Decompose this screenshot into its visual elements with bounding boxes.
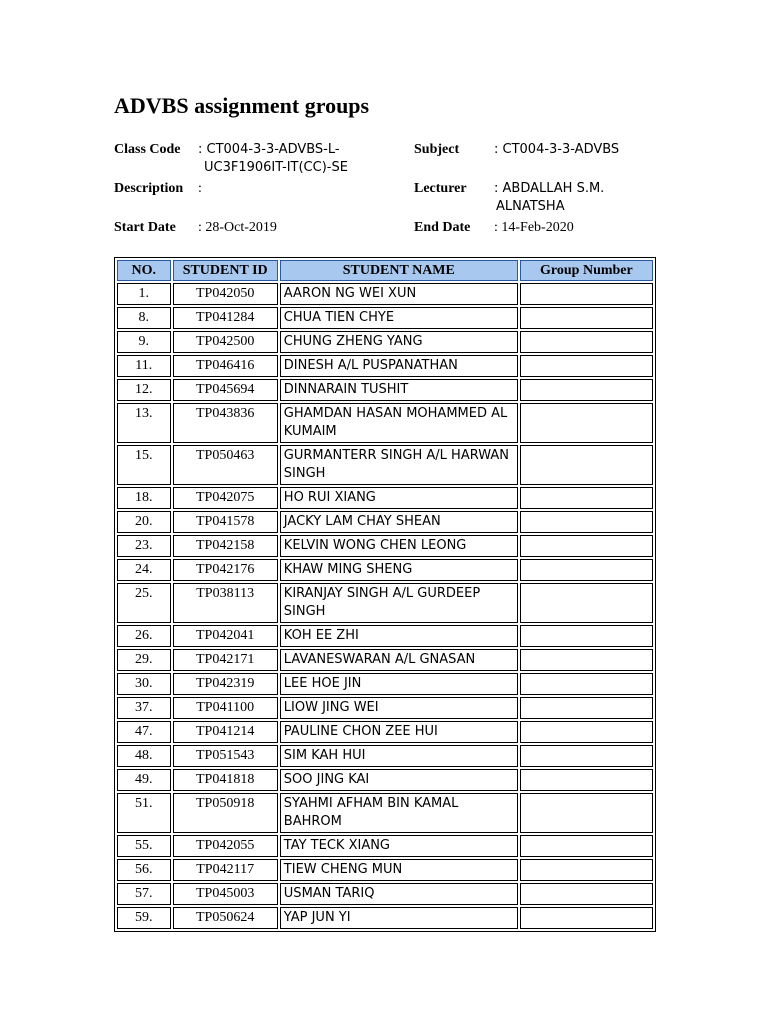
group-number-cell[interactable] (520, 403, 653, 443)
group-number-cell[interactable] (520, 535, 653, 557)
table-row (117, 907, 653, 929)
row-number: 24. (117, 559, 171, 581)
page-title: ADVBS assignment groups (114, 93, 370, 118)
group-number-cell[interactable] (520, 835, 653, 857)
student-name-cell: KOH EE ZHI (280, 625, 518, 647)
student-id-cell: TP050463 (173, 445, 278, 485)
student-id-cell: TP043836 (173, 403, 278, 443)
student-name-cell: TIEW CHENG MUN (280, 859, 518, 881)
end-date-label: End Date (414, 220, 471, 235)
student-name-cell: TAY TECK XIANG (280, 835, 518, 857)
student-name-cell: AARON NG WEI XUN (280, 283, 518, 305)
group-number-cell[interactable] (520, 307, 653, 329)
row-number: 47. (117, 721, 171, 743)
table-row (117, 835, 653, 857)
student-id-cell: TP050624 (173, 907, 278, 929)
group-number-cell[interactable] (520, 649, 653, 671)
student-id-cell: TP042050 (173, 283, 278, 305)
row-number: 56. (117, 859, 171, 881)
lecturer-label: Lecturer (414, 181, 467, 196)
lecturer-value: : ABDALLAH S.M. (494, 181, 605, 196)
start-date-value: : 28-Oct-2019 (198, 220, 277, 235)
table-row (117, 487, 653, 509)
group-number-cell[interactable] (520, 883, 653, 905)
student-id-cell: TP045003 (173, 883, 278, 905)
row-number: 57. (117, 883, 171, 905)
group-number-cell[interactable] (520, 583, 653, 623)
column-header-no: NO. (117, 260, 171, 281)
student-name-cell: DINESH A/L PUSPANATHAN (280, 355, 518, 377)
row-number: 1. (117, 283, 171, 305)
table-row (117, 559, 653, 581)
class-code-value-cont: UC3F1906IT-IT(CC)-SE (204, 160, 348, 175)
row-number: 12. (117, 379, 171, 401)
row-number: 55. (117, 835, 171, 857)
group-number-cell[interactable] (520, 355, 653, 377)
student-id-cell: TP042319 (173, 673, 278, 695)
student-id-cell: TP051543 (173, 745, 278, 767)
student-id-cell: TP042176 (173, 559, 278, 581)
group-number-cell[interactable] (520, 283, 653, 305)
description-field (114, 180, 374, 200)
start-date-label: Start Date (114, 220, 176, 235)
table-row (117, 745, 653, 767)
table-row (117, 403, 653, 443)
group-number-cell[interactable] (520, 379, 653, 401)
group-number-cell[interactable] (520, 721, 653, 743)
student-id-cell: TP041578 (173, 511, 278, 533)
column-header-group-number: Group Number (520, 260, 653, 281)
row-number: 23. (117, 535, 171, 557)
subject-label: Subject (414, 142, 460, 157)
student-name-cell: KIRANJAY SINGH A/L GURDEEP SINGH (280, 583, 518, 623)
class-code-field (114, 141, 374, 181)
row-number: 11. (117, 355, 171, 377)
student-name-cell: GHAMDAN HASAN MOHAMMED AL KUMAIM (280, 403, 518, 443)
row-number: 37. (117, 697, 171, 719)
student-name-cell: SOO JING KAI (280, 769, 518, 791)
group-number-cell[interactable] (520, 697, 653, 719)
row-number: 48. (117, 745, 171, 767)
student-name-cell: LAVANESWARAN A/L GNASAN (280, 649, 518, 671)
end-date-field (414, 219, 654, 239)
group-number-cell[interactable] (520, 625, 653, 647)
student-name-cell: DINNARAIN TUSHIT (280, 379, 518, 401)
group-number-cell[interactable] (520, 673, 653, 695)
table-row (117, 283, 653, 305)
row-number: 8. (117, 307, 171, 329)
student-id-cell: TP038113 (173, 583, 278, 623)
table-row (117, 445, 653, 485)
student-name-cell: YAP JUN YI (280, 907, 518, 929)
group-number-cell[interactable] (520, 511, 653, 533)
student-id-cell: TP041284 (173, 307, 278, 329)
student-name-cell: KHAW MING SHENG (280, 559, 518, 581)
student-roster-table (114, 257, 656, 932)
student-name-cell: SYAHMI AFHAM BIN KAMAL BAHROM (280, 793, 518, 833)
table-row (117, 793, 653, 833)
table-row (117, 883, 653, 905)
student-name-cell: CHUNG ZHENG YANG (280, 331, 518, 353)
student-id-cell: TP046416 (173, 355, 278, 377)
table-row (117, 721, 653, 743)
table-header-row (117, 260, 653, 281)
table-row (117, 535, 653, 557)
table-row (117, 769, 653, 791)
student-id-cell: TP042041 (173, 625, 278, 647)
student-id-cell: TP045694 (173, 379, 278, 401)
description-value: : (198, 181, 202, 196)
student-id-cell: TP042171 (173, 649, 278, 671)
student-name-cell: LEE HOE JIN (280, 673, 518, 695)
row-number: 51. (117, 793, 171, 833)
row-number: 15. (117, 445, 171, 485)
group-number-cell[interactable] (520, 445, 653, 485)
group-number-cell[interactable] (520, 487, 653, 509)
table-row (117, 697, 653, 719)
student-name-cell: HO RUI XIANG (280, 487, 518, 509)
student-id-cell: TP042055 (173, 835, 278, 857)
group-number-cell[interactable] (520, 331, 653, 353)
row-number: 30. (117, 673, 171, 695)
start-date-field (114, 219, 374, 239)
table-row (117, 673, 653, 695)
student-id-cell: TP050918 (173, 793, 278, 833)
group-number-cell[interactable] (520, 745, 653, 767)
end-date-value: : 14-Feb-2020 (494, 220, 574, 235)
student-id-cell: TP041818 (173, 769, 278, 791)
row-number: 26. (117, 625, 171, 647)
row-number: 25. (117, 583, 171, 623)
row-number: 49. (117, 769, 171, 791)
row-number: 20. (117, 511, 171, 533)
row-number: 9. (117, 331, 171, 353)
student-id-cell: TP041214 (173, 721, 278, 743)
subject-value: : CT004-3-3-ADVBS (494, 142, 620, 157)
student-id-cell: TP042158 (173, 535, 278, 557)
table-row (117, 331, 653, 353)
class-code-label: Class Code (114, 142, 181, 157)
student-name-cell: PAULINE CHON ZEE HUI (280, 721, 518, 743)
group-number-cell[interactable] (520, 907, 653, 929)
student-name-cell: SIM KAH HUI (280, 745, 518, 767)
row-number: 13. (117, 403, 171, 443)
table-row (117, 583, 653, 623)
lecturer-field (414, 180, 654, 220)
student-name-cell: USMAN TARIQ (280, 883, 518, 905)
table-row (117, 625, 653, 647)
table-row (117, 379, 653, 401)
group-number-cell[interactable] (520, 769, 653, 791)
column-header-student-id: STUDENT ID (173, 260, 278, 281)
student-id-cell: TP042500 (173, 331, 278, 353)
student-name-cell: LIOW JING WEI (280, 697, 518, 719)
table-row (117, 649, 653, 671)
table-body (117, 283, 653, 929)
class-code-value: : CT004-3-3-ADVBS-L- (198, 142, 340, 157)
group-number-cell[interactable] (520, 859, 653, 881)
student-name-cell: GURMANTERR SINGH A/L HARWAN SINGH (280, 445, 518, 485)
group-number-cell[interactable] (520, 793, 653, 833)
row-number: 29. (117, 649, 171, 671)
description-label: Description (114, 181, 184, 196)
row-number: 59. (117, 907, 171, 929)
table-row (117, 355, 653, 377)
student-id-cell: TP041100 (173, 697, 278, 719)
student-name-cell: CHUA TIEN CHYE (280, 307, 518, 329)
lecturer-value-cont: ALNATSHA (496, 199, 565, 214)
group-number-cell[interactable] (520, 559, 653, 581)
student-id-cell: TP042117 (173, 859, 278, 881)
subject-field (414, 141, 654, 161)
student-id-cell: TP042075 (173, 487, 278, 509)
column-header-student-name: STUDENT NAME (280, 260, 518, 281)
student-name-cell: JACKY LAM CHAY SHEAN (280, 511, 518, 533)
table-row (117, 511, 653, 533)
row-number: 18. (117, 487, 171, 509)
table-row (117, 307, 653, 329)
table-row (117, 859, 653, 881)
student-name-cell: KELVIN WONG CHEN LEONG (280, 535, 518, 557)
